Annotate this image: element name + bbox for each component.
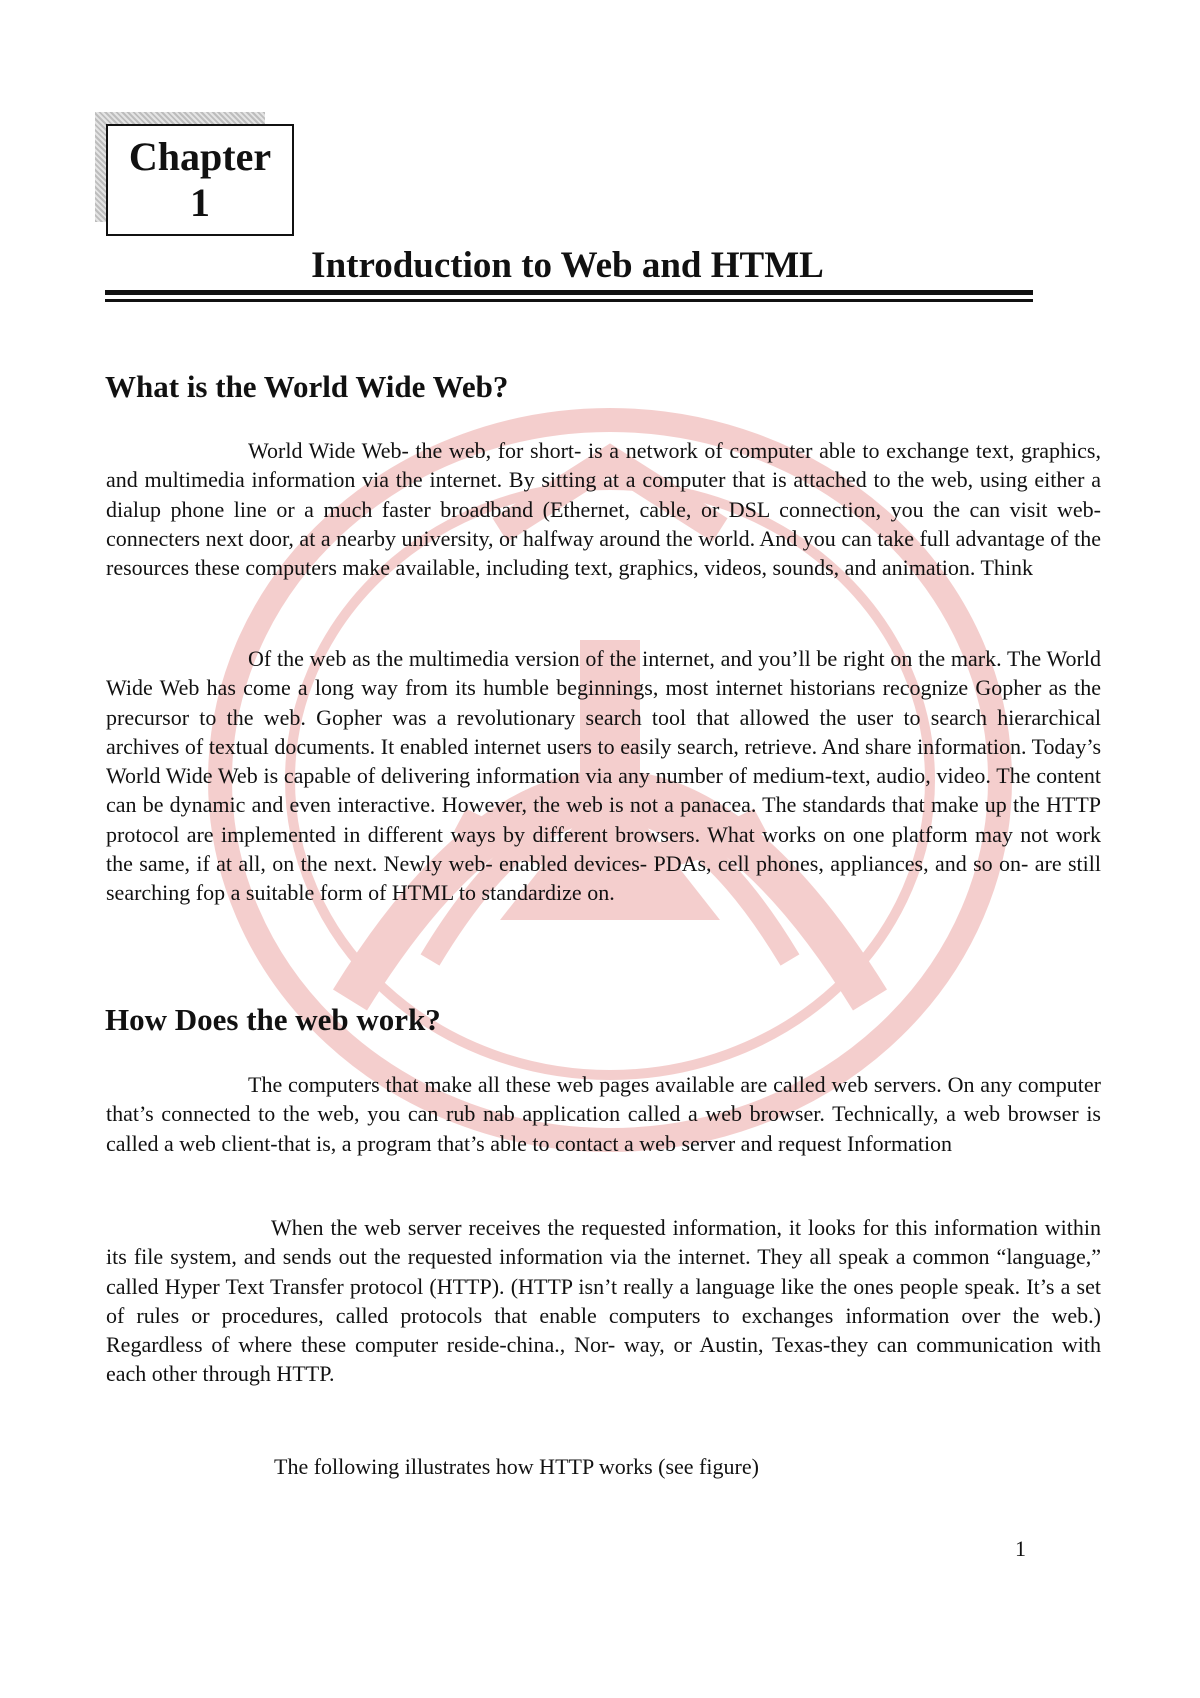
section-heading-how-web-works: How Does the web work? [105,1002,441,1037]
chapter-label-box [106,124,294,236]
page-title: Introduction to Web and HTML [311,245,824,286]
title-rule-thin [105,299,1033,302]
paragraph-web-servers: The computers that make all these web pages available are called web servers. On any computer that’s connected to the web, you can rub nab application called a web browser. Technically, a web browser is called a web client-that is, a program that’s able to contact a web server and request Information [106,1072,1101,1156]
paragraph-http: When the web server receives the requested information, it looks for this information within its file system, and sends out the requested information via the internet. They all speak a common “language,” called Hyper Text Transfer protocol (HTTP). (HTTP isn’t really a language like the ones people speak. It’s a set of rules or procedures, called protocols that enable computers to exchanges information over the web.) Regardless of where these computer reside-china., Nor- way, or Austin, Texas-they can communication with each other through HTTP. [106,1215,1101,1387]
page-number: 1 [1015,1536,1026,1561]
paragraph-www-intro: World Wide Web- the web, for short- is a network of computer able to exchange text, graphics, and multimedia information via the internet. By sitting at a computer that is attached to the web, using either a dialup phone line or a much faster broadband (Ethernet, cable, or DSL connection, you the can visit web- connecters next door, at a nearby university, or halfway around the world. And you can take full advantage of the resources these computers make available, including text, graphics, videos, sounds, and animation. Think [106,438,1101,581]
title-rule-thick [105,290,1033,295]
section-heading-www: What is the World Wide Web? [105,369,509,404]
paragraph-figure-reference: The following illustrates how HTTP works (see figure) [274,1454,759,1479]
chapter-label: Chapter [128,134,272,179]
chapter-number: 1 [190,180,210,225]
paragraph-www-history: Of the web as the multimedia version of the internet, and you’ll be right on the mark. The World Wide Web has come a long way from its humble beginnings, most internet historians recognize Gopher as the precursor to the web. Gopher was a revolutionary search tool that allowed the user to search hierarchical archives of textual documents. It enabled internet users to easily search, retrieve. And share information. Today’s World Wide Web is capable of delivering information via any number of medium-text, audio, video. The content can be dynamic and even interactive. However, the web is not a panacea. The standards that make up the HTTP protocol are implemented in different ways by different browsers. What works on one platform may not work the same, if at all, on the next. Newly web- enabled devices- PDAs, cell phones, appliances, and so on- are still searching fop a suitable form of HTML to standardize on. [106,646,1101,906]
